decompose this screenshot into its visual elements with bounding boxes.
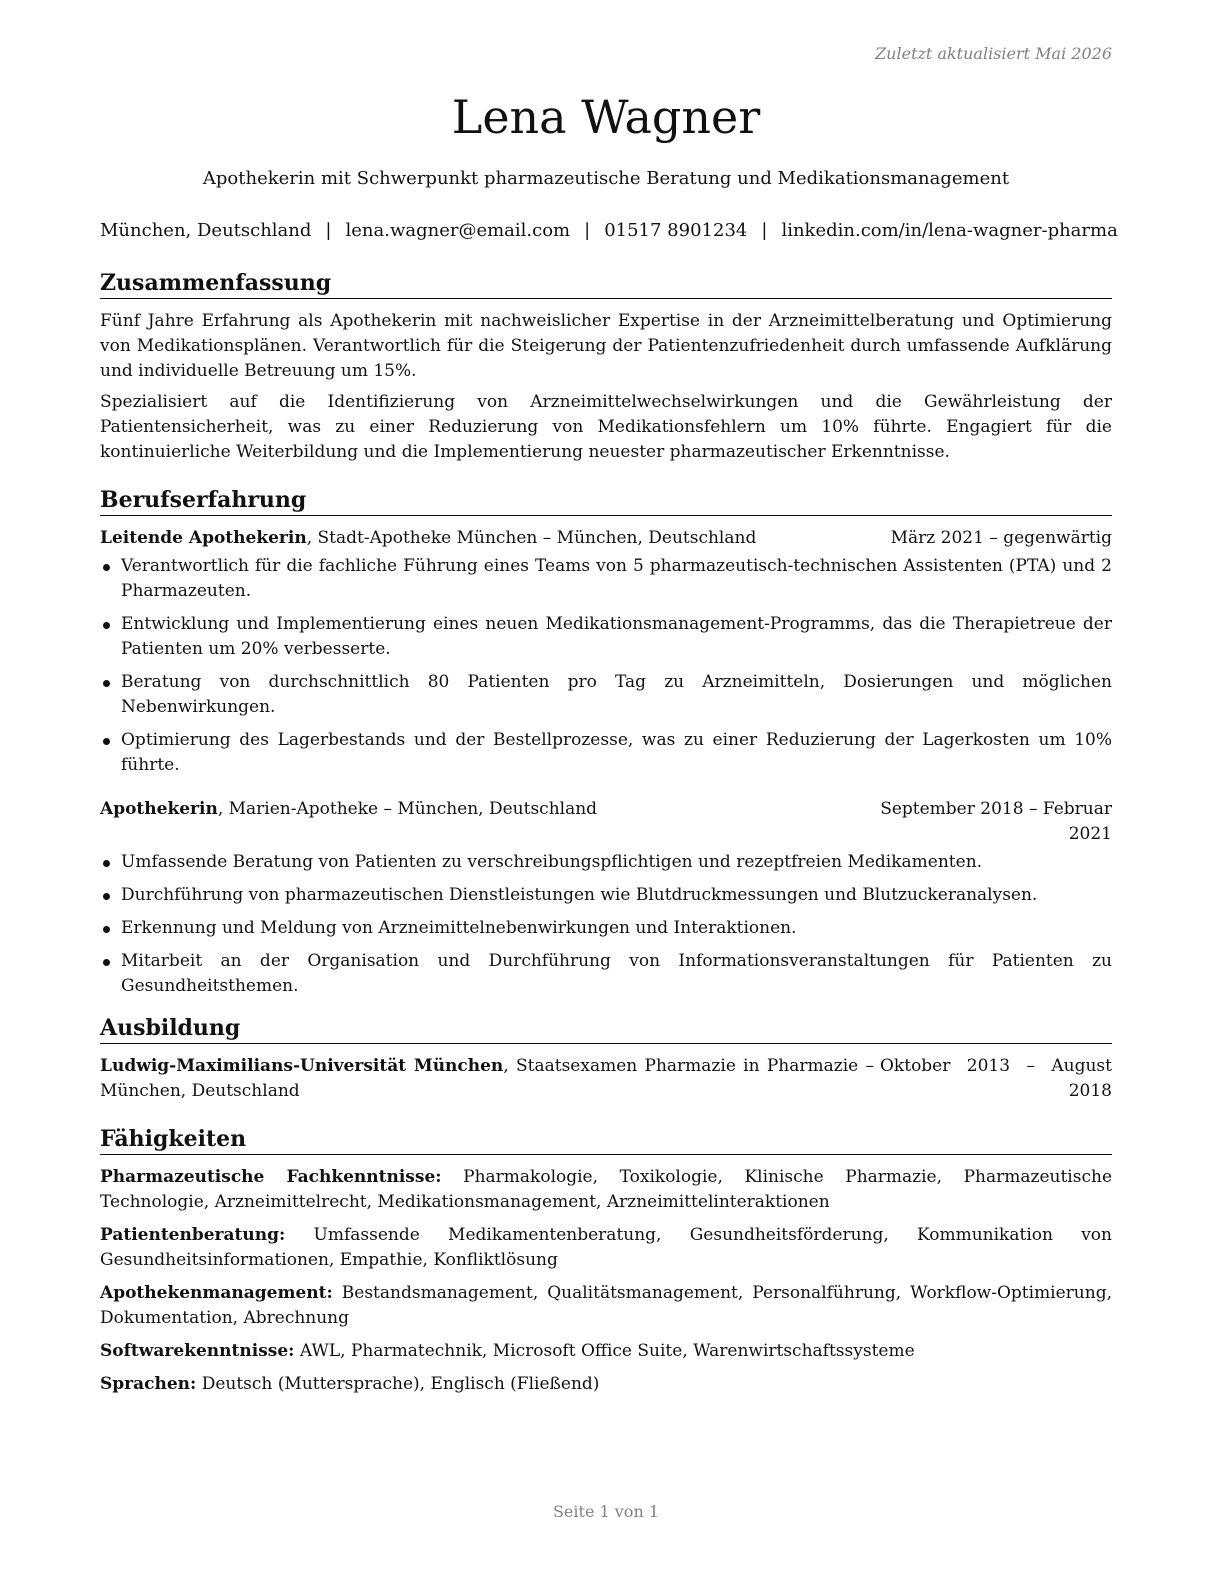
job-dates: September 2018 – Februar 2021 [880, 799, 1112, 844]
contact-line [100, 219, 1118, 243]
skill-line [100, 1339, 1112, 1364]
job-role: Leitende Apothekerin [100, 528, 307, 548]
job-header [100, 526, 1112, 551]
contact-separator: | [584, 220, 591, 241]
education-dates: Oktober 2013 – August 2018 [880, 1056, 1112, 1101]
contact-linkedin[interactable]: linkedin.com/in/lena-wagner-pharma [781, 220, 1118, 241]
resume-content [100, 268, 1112, 1405]
job-bullets [100, 850, 1112, 999]
headline: Apothekerin mit Schwerpunkt pharmazeutische Beratung und Medikationsmanagement [202, 168, 1010, 189]
education-school-line [100, 1054, 880, 1104]
list-item: Beratung von durchschnittlich 80 Patienten pro Tag zu Arzneimitteln, Dosierungen und möglichen Nebenwirkungen. [100, 670, 1112, 720]
candidate-name: Lena Wagner [451, 90, 761, 144]
resume-page [100, 0, 1118, 1584]
job-role: Apothekerin [100, 799, 218, 819]
skill-label: Sprachen: [100, 1374, 197, 1394]
skill-line [100, 1223, 1112, 1273]
skill-value: Umfassende Medikamentenberatung, Gesundheitsförderung, Kommunikation von Gesundheitsinformationen, Empathie, Konfliktlösung [100, 1225, 1112, 1270]
summary-paragraph: Spezialisiert auf die Identifizierung von Arzneimittelwechselwirkungen und die Gewährleistung der Patientensicherheit, was zu einer Reduzierung von Medikationsfehlern um 10% führte. Engagiert für die kontinuierliche Weiterbildung und die Implementierung neuester pharmazeutischer Erkenntnisse. [100, 392, 1112, 462]
section-title-experience: Berufserfahrung [100, 485, 1112, 516]
skill-value: Bestandsmanagement, Qualitätsmanagement, Personalführung, Workflow-Optimierung, Dokumentation, Abrechnung [100, 1283, 1112, 1328]
experience-section [100, 485, 1112, 999]
contact-separator: | [325, 220, 332, 241]
job-company: , Marien-Apotheke – München, Deutschland [217, 799, 598, 819]
job-entry [100, 797, 1112, 999]
list-item: Erkennung und Meldung von Arzneimittelnebenwirkungen und Interaktionen. [100, 916, 1112, 941]
skill-label: Pharmazeutische Fachkenntnisse: [100, 1167, 442, 1187]
list-item: Durchführung von pharmazeutischen Dienstleistungen wie Blutdruckmessungen und Blutzuckeranalysen. [100, 883, 1112, 908]
job-dates: März 2021 – gegenwärtig [890, 528, 1112, 548]
education-details: , Staatsexamen Pharmazie in Pharmazie – München, Deutschland [100, 1056, 874, 1101]
contact-phone: 01517 8901234 [604, 220, 748, 241]
education-section [100, 1013, 1112, 1104]
skill-label: Apothekenmanagement: [100, 1283, 333, 1303]
job-entry [100, 526, 1112, 778]
section-title-summary: Zusammenfassung [100, 268, 1112, 299]
contact-email[interactable]: lena.wagner@email.com [345, 220, 571, 241]
skill-line [100, 1372, 1112, 1397]
skill-line [100, 1165, 1112, 1215]
education-school: Ludwig-Maximilians-Universität München [100, 1056, 504, 1076]
job-company: , Stadt-Apotheke München – München, Deutschland [306, 528, 757, 548]
list-item: Mitarbeit an der Organisation und Durchführung von Informationsveranstaltungen für Patienten zu Gesundheitsthemen. [100, 949, 1112, 999]
list-item: Entwicklung und Implementierung eines neuen Medikationsmanagement-Programms, das die Therapietreue der Patienten um 20% verbesserte. [100, 612, 1112, 662]
job-title-line [100, 797, 872, 822]
skill-label: Softwarekenntnisse: [100, 1341, 295, 1361]
summary-section [100, 268, 1112, 465]
summary-paragraph: Fünf Jahre Erfahrung als Apothekerin mit nachweislicher Expertise in der Arzneimittelberatung und Optimierung von Medikationsplänen. Verantwortlich für die Steigerung der Patientenzufriedenheit durch umfassende Aufklärung und individuelle Betreuung um 15%. [100, 311, 1112, 381]
skill-value: Deutsch (Muttersprache), Englisch (Fließend) [196, 1374, 600, 1394]
page-number: Seite 1 von 1 [552, 1502, 660, 1521]
skill-line [100, 1281, 1112, 1331]
skills-section [100, 1124, 1112, 1397]
education-entry [100, 1054, 1112, 1104]
contact-separator: | [761, 220, 768, 241]
skill-value: Pharmakologie, Toxikologie, Klinische Pharmazie, Pharmazeutische Technologie, Arzneimittelrecht, Medikationsmanagement, Arzneimittelinteraktionen [100, 1167, 1112, 1212]
job-bullets [100, 554, 1112, 778]
section-title-skills: Fähigkeiten [100, 1124, 1112, 1155]
list-item: Optimierung des Lagerbestands und der Bestellprozesse, was zu einer Reduzierung der Lagerkosten um 10% führte. [100, 728, 1112, 778]
job-header [100, 797, 1112, 847]
list-item: Verantwortlich für die fachliche Führung eines Teams von 5 pharmazeutisch-technischen Assistenten (PTA) und 2 Pharmazeuten. [100, 554, 1112, 604]
skill-label: Patientenberatung: [100, 1225, 286, 1245]
contact-location: München, Deutschland [100, 220, 312, 241]
job-title-line [100, 526, 891, 551]
list-item: Umfassende Beratung von Patienten zu verschreibungspflichtigen und rezeptfreien Medikamenten. [100, 850, 1112, 875]
skill-value: AWL, Pharmatechnik, Microsoft Office Suite, Warenwirtschaftssysteme [294, 1341, 915, 1361]
section-title-education: Ausbildung [100, 1013, 1112, 1044]
last-updated-note: Zuletzt aktualisiert Mai 2026 [875, 44, 1112, 63]
